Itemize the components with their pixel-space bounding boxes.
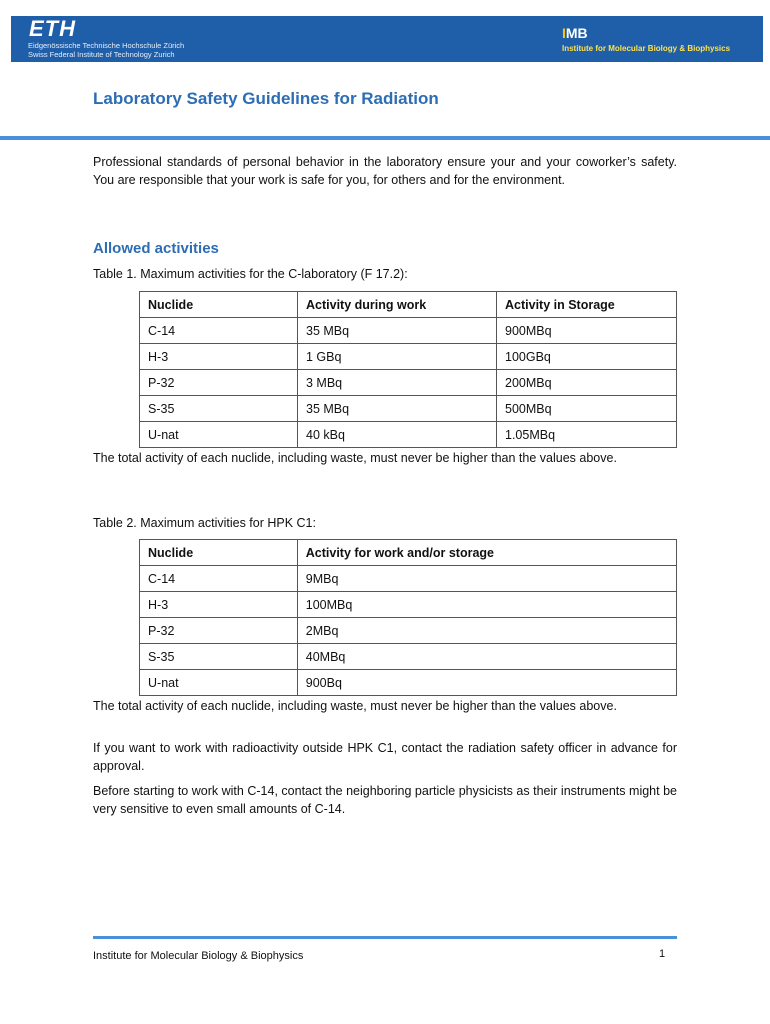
c14-warning-note: Before starting to work with C-14, contact the neighboring particle physicists as their instruments might be very sensitive to even small amounts of C-14. — [93, 784, 677, 816]
table-cell: P-32 — [140, 618, 298, 644]
table-cell: 100GBq — [497, 344, 677, 370]
table-hpk-c1-limits — [139, 539, 677, 696]
table-cell: 500MBq — [497, 396, 677, 422]
table-cell: 900Bq — [297, 670, 676, 696]
table-row — [140, 318, 677, 344]
table-cell: 3 MBq — [298, 370, 497, 396]
table-cell: U-nat — [140, 670, 298, 696]
title-divider — [0, 136, 770, 140]
section-heading-allowed-activities: Allowed activities — [93, 240, 219, 257]
table-header-row — [140, 292, 677, 318]
table-cell: 2MBq — [297, 618, 676, 644]
column-header-activity-work: Activity during work — [298, 292, 497, 318]
imb-logo: IMB — [562, 25, 588, 41]
table-cell: U-nat — [140, 422, 298, 448]
footer-divider — [93, 936, 677, 939]
table-row — [140, 670, 677, 696]
outside-hpk-note: If you want to work with radioactivity outside HPK C1, contact the radiation safety officer in advance for approval. — [93, 741, 677, 773]
table-cell: S-35 — [140, 644, 298, 670]
table2-caption: Table 2. Maximum activities for HPK C1: — [93, 516, 316, 530]
eth-logo: ETH — [29, 16, 76, 41]
table-cell: C-14 — [140, 566, 298, 592]
column-header-nuclide: Nuclide — [140, 540, 298, 566]
page-title: Laboratory Safety Guidelines for Radiation — [93, 89, 439, 108]
total-activity-note: The total activity of each nuclide, including waste, must never be higher than the values above. — [93, 451, 617, 465]
total-activity-note-2: The total activity of each nuclide, including waste, must never be higher than the values above. — [93, 699, 617, 713]
table-cell: 35 MBq — [298, 396, 497, 422]
table-cell: H-3 — [140, 344, 298, 370]
page-number: 1 — [659, 948, 666, 960]
table-c-laboratory-limits — [139, 291, 677, 448]
table-row — [140, 592, 677, 618]
table-row — [140, 396, 677, 422]
footer-institute: Institute for Molecular Biology & Biophysics — [93, 950, 304, 962]
table-cell: 1.05MBq — [497, 422, 677, 448]
eth-subtitle-english: Swiss Federal Institute of Technology Zurich — [28, 50, 175, 59]
table-header-row — [140, 540, 677, 566]
column-header-activity-work-storage: Activity for work and/or storage — [297, 540, 676, 566]
table-cell: P-32 — [140, 370, 298, 396]
table-cell: C-14 — [140, 318, 298, 344]
eth-subtitle-german: Eidgenössische Technische Hochschule Zürich — [28, 41, 185, 50]
table-row — [140, 344, 677, 370]
table-cell: 40 kBq — [298, 422, 497, 448]
table-cell: 35 MBq — [298, 318, 497, 344]
table-row — [140, 566, 677, 592]
table-cell: 200MBq — [497, 370, 677, 396]
table-row — [140, 422, 677, 448]
table-row — [140, 370, 677, 396]
imb-subtitle: Institute for Molecular Biology & Biophysics — [562, 44, 731, 53]
table-cell: S-35 — [140, 396, 298, 422]
column-header-activity-storage: Activity in Storage — [497, 292, 677, 318]
table-cell: 40MBq — [297, 644, 676, 670]
table-cell: 900MBq — [497, 318, 677, 344]
table-cell: H-3 — [140, 592, 298, 618]
table-cell: 9MBq — [297, 566, 676, 592]
table-row — [140, 618, 677, 644]
table-cell: 1 GBq — [298, 344, 497, 370]
page-header-banner — [11, 16, 763, 62]
intro-paragraph: Professional standards of personal behavior in the laboratory ensure your and your coworker’s safety. You are responsible that your work is safe for you, for others and for the environment. — [93, 155, 677, 187]
table-cell: 100MBq — [297, 592, 676, 618]
column-header-nuclide: Nuclide — [140, 292, 298, 318]
table1-caption: Table 1. Maximum activities for the C-laboratory (F 17.2): — [93, 267, 408, 281]
table-row — [140, 644, 677, 670]
